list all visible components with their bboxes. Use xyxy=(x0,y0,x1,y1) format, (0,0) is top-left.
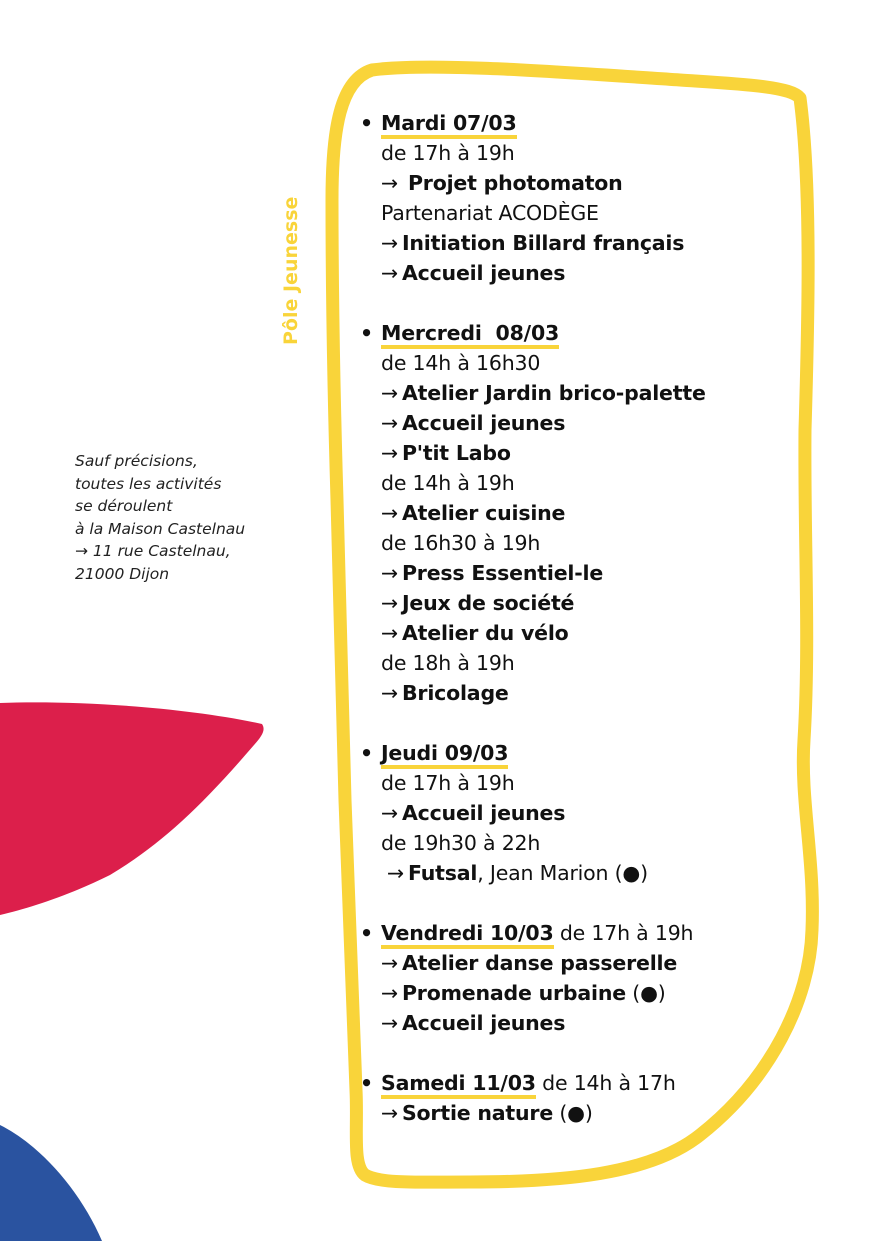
day-header xyxy=(360,738,800,768)
activity-name: Sortie nature xyxy=(401,1101,554,1125)
day-header xyxy=(360,318,800,348)
activity-name: Accueil jeunes xyxy=(401,801,566,825)
blue-shape xyxy=(0,1125,102,1241)
activity-item xyxy=(360,678,800,708)
note-line: toutes les activités xyxy=(75,474,222,493)
day-vendredi xyxy=(360,918,800,1038)
time-slot: de 17h à 19h xyxy=(381,141,515,165)
activity-item xyxy=(360,258,800,288)
arrow-icon: → xyxy=(381,981,398,1005)
activity-item xyxy=(360,948,800,978)
activity-name: Futsal xyxy=(407,861,478,885)
partner-text: Partenariat ACODÈGE xyxy=(381,201,599,225)
activity-item xyxy=(360,228,800,258)
activity-item xyxy=(360,168,800,198)
bullet: • xyxy=(360,921,373,945)
activity-item xyxy=(360,618,800,648)
activity-name: Press Essentiel-le xyxy=(401,561,604,585)
activity-item xyxy=(360,378,800,408)
activity-name: Bricolage xyxy=(401,681,509,705)
activity-item xyxy=(360,408,800,438)
day-mercredi xyxy=(360,318,800,708)
activity-name: Initiation Billard français xyxy=(401,231,685,255)
day-name: Jeudi 09/03 xyxy=(381,741,508,769)
day-header xyxy=(360,918,800,948)
day-header xyxy=(360,108,800,138)
day-samedi xyxy=(360,1068,800,1128)
time-slot: de 14h à 16h30 xyxy=(381,351,541,375)
arrow-icon: → xyxy=(381,411,398,435)
arrow-icon: → xyxy=(381,591,398,615)
note-line: → 11 rue Castelnau, xyxy=(75,542,231,560)
bullet: • xyxy=(360,741,373,765)
arrow-icon: → xyxy=(381,621,398,645)
arrow-icon: → xyxy=(381,501,398,525)
day-name: Samedi 11/03 xyxy=(381,1071,536,1099)
time-slot: de 19h30 à 22h xyxy=(381,831,541,855)
arrow-icon: → xyxy=(381,1101,398,1125)
bullet: • xyxy=(360,111,373,135)
activity-item xyxy=(360,1098,800,1128)
time-slot: de 17h à 19h xyxy=(559,921,694,945)
red-shape xyxy=(0,702,264,915)
note-line: 21000 Dijon xyxy=(75,564,170,583)
activity-name: Atelier cuisine xyxy=(401,501,566,525)
day-jeudi xyxy=(360,738,800,888)
activity-name: Projet photomaton xyxy=(407,171,623,195)
arrow-icon: → xyxy=(381,801,398,825)
activity-marker: (●) xyxy=(625,981,666,1005)
arrow-icon: → xyxy=(381,561,398,585)
note-line: à la Maison Castelnau xyxy=(75,519,246,538)
arrow-icon: → xyxy=(381,441,398,465)
arrow-icon: → xyxy=(387,861,404,885)
activity-name: Promenade urbaine xyxy=(401,981,626,1005)
activity-name: Atelier danse passerelle xyxy=(401,951,678,975)
day-header xyxy=(360,1068,800,1098)
activity-item xyxy=(360,498,800,528)
arrow-icon: → xyxy=(381,171,398,195)
activity-item xyxy=(360,558,800,588)
day-mardi xyxy=(360,108,800,288)
day-name: Mercredi 08/03 xyxy=(381,321,559,349)
arrow-icon: → xyxy=(381,261,398,285)
arrow-icon: → xyxy=(381,681,398,705)
time-slot: de 17h à 19h xyxy=(381,771,515,795)
arrow-icon: → xyxy=(381,381,398,405)
activity-item xyxy=(360,1008,800,1038)
activity-item xyxy=(360,438,800,468)
activity-item xyxy=(360,798,800,828)
activity-name: Atelier du vélo xyxy=(401,621,569,645)
activity-location: , Jean Marion (●) xyxy=(477,861,648,885)
note-line: Sauf précisions, xyxy=(75,452,198,470)
activity-name: Accueil jeunes xyxy=(401,1011,566,1035)
bullet: • xyxy=(360,1071,373,1095)
note-line: se déroulent xyxy=(75,497,173,515)
activity-item xyxy=(360,858,800,888)
arrow-icon: → xyxy=(381,951,398,975)
activity-name: Jeux de société xyxy=(401,591,575,615)
activity-name: Accueil jeunes xyxy=(401,411,566,435)
activity-item xyxy=(360,588,800,618)
activity-name: Atelier Jardin brico-palette xyxy=(401,381,706,405)
activity-name: Accueil jeunes xyxy=(401,261,566,285)
location-note xyxy=(75,450,305,585)
time-slot: de 14h à 17h xyxy=(542,1071,676,1095)
time-slot: de 18h à 19h xyxy=(381,651,515,675)
bullet: • xyxy=(360,321,373,345)
activity-item xyxy=(360,978,800,1008)
day-name: Vendredi 10/03 xyxy=(381,921,554,949)
arrow-icon: → xyxy=(381,1011,398,1035)
activity-name: P'tit Labo xyxy=(401,441,511,465)
day-name: Mardi 07/03 xyxy=(381,111,517,139)
schedule xyxy=(360,108,800,1128)
time-slot: de 14h à 19h xyxy=(381,471,515,495)
activity-marker: (●) xyxy=(553,1101,593,1125)
arrow-icon: → xyxy=(381,231,398,255)
side-label: Pôle Jeunesse xyxy=(280,196,302,345)
time-slot: de 16h30 à 19h xyxy=(381,531,541,555)
